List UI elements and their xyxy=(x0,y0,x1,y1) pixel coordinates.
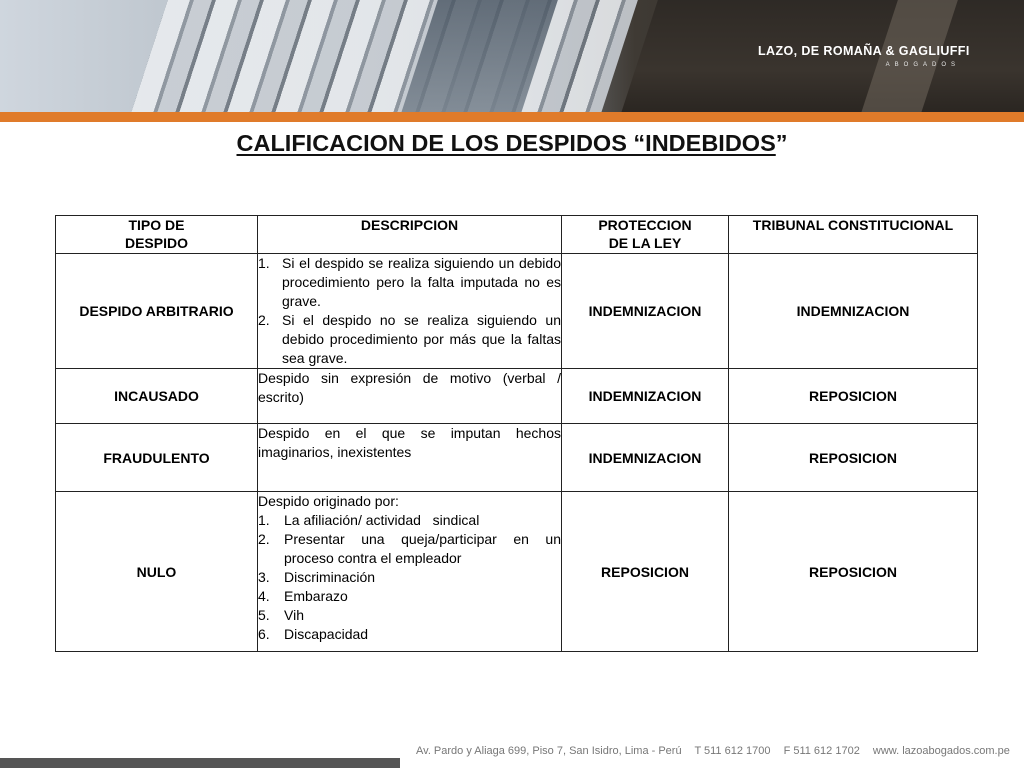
firm-subtitle: ABOGADOS xyxy=(885,62,960,68)
descripcion-list xyxy=(258,511,561,644)
header-proteccion xyxy=(562,216,729,254)
list-item-number: 1. xyxy=(258,512,270,528)
firm-name: LAZO, DE ROMAÑA & GAGLIUFFI xyxy=(758,44,970,58)
list-item-text: La afiliación/ actividad sindical xyxy=(284,512,480,528)
list-item-text: Si el despido se realiza siguiendo un debido procedimiento pero la falta imputada no es grave. xyxy=(282,255,561,309)
list-item-text: Discriminación xyxy=(284,569,376,585)
cell-proteccion: INDEMNIZACION xyxy=(562,424,729,492)
cell-proteccion: REPOSICION xyxy=(562,492,729,652)
header-tipo-line1: TIPO DE xyxy=(128,217,185,233)
cell-tribunal: INDEMNIZACION xyxy=(729,254,978,369)
list-item-number: 6. xyxy=(258,626,270,642)
page-title-text: CALIFICACION DE LOS DESPIDOS “INDEBIDOS xyxy=(236,130,776,156)
cell-descripcion xyxy=(258,254,562,369)
list-item xyxy=(258,254,561,311)
list-item-text: Embarazo xyxy=(284,588,348,604)
header-banner xyxy=(0,0,1024,112)
cell-tipo: NULO xyxy=(56,492,258,652)
header-descripcion: DESCRIPCION xyxy=(258,216,562,254)
building-facade-graphic xyxy=(126,0,645,112)
orange-accent-stripe xyxy=(0,112,1024,122)
firm-logo xyxy=(758,44,978,68)
footer-phone: T 511 612 1700 xyxy=(694,745,771,757)
table-row xyxy=(56,492,978,652)
table-row xyxy=(56,254,978,369)
cell-proteccion: INDEMNIZACION xyxy=(562,369,729,424)
footer-contact xyxy=(416,745,1016,757)
list-item-number: 4. xyxy=(258,588,270,604)
list-item-number: 2. xyxy=(258,312,270,328)
cell-descripcion: Despido sin expresión de motivo (verbal / escrito) xyxy=(258,369,562,424)
cell-tipo: FRAUDULENTO xyxy=(56,424,258,492)
page-title-close-quote: ” xyxy=(775,130,788,156)
list-item-number: 1. xyxy=(258,255,270,271)
table-row xyxy=(56,369,978,424)
cell-proteccion: INDEMNIZACION xyxy=(562,254,729,369)
header-tribunal: TRIBUNAL CONSTITUCIONAL xyxy=(729,216,978,254)
table-row xyxy=(56,424,978,492)
footer-address: Av. Pardo y Aliaga 699, Piso 7, San Isidro, Lima - Perú xyxy=(416,745,682,757)
descripcion-intro: Despido originado por: xyxy=(258,493,399,509)
cell-descripcion xyxy=(258,492,562,652)
list-item xyxy=(258,625,561,644)
cell-descripcion: Despido en el que se imputan hechos imaginarios, inexistentes xyxy=(258,424,562,492)
header-proteccion-line2: DE LA LEY xyxy=(608,235,682,251)
list-item xyxy=(258,606,561,625)
cell-tipo: DESPIDO ARBITRARIO xyxy=(56,254,258,369)
despidos-table xyxy=(55,215,978,652)
list-item-text: Si el despido no se realiza siguiendo un debido procedimiento por más que la faltas sea grave. xyxy=(282,312,561,366)
cell-tribunal: REPOSICION xyxy=(729,369,978,424)
header-proteccion-line1: PROTECCION xyxy=(598,217,692,233)
list-item xyxy=(258,568,561,587)
list-item-number: 3. xyxy=(258,569,270,585)
list-item xyxy=(258,511,561,530)
list-item xyxy=(258,587,561,606)
cell-tipo: INCAUSADO xyxy=(56,369,258,424)
page-title xyxy=(0,130,1024,157)
list-item-number: 5. xyxy=(258,607,270,623)
footer-fax: F 511 612 1702 xyxy=(783,745,860,757)
list-item-text: Presentar una queja/participar en un proceso contra el empleador xyxy=(284,531,561,566)
table-header-row xyxy=(56,216,978,254)
descripcion-list xyxy=(258,254,561,368)
cell-tribunal: REPOSICION xyxy=(729,492,978,652)
cell-tribunal: REPOSICION xyxy=(729,424,978,492)
header-tipo xyxy=(56,216,258,254)
list-item-text: Vih xyxy=(284,607,304,623)
footer-bar xyxy=(0,758,400,768)
header-tipo-line2: DESPIDO xyxy=(124,235,188,251)
list-item xyxy=(258,530,561,568)
list-item xyxy=(258,311,561,368)
list-item-text: Discapacidad xyxy=(284,626,369,642)
list-item-number: 2. xyxy=(258,531,270,547)
footer-website: www. lazoabogados.com.pe xyxy=(872,745,1010,757)
